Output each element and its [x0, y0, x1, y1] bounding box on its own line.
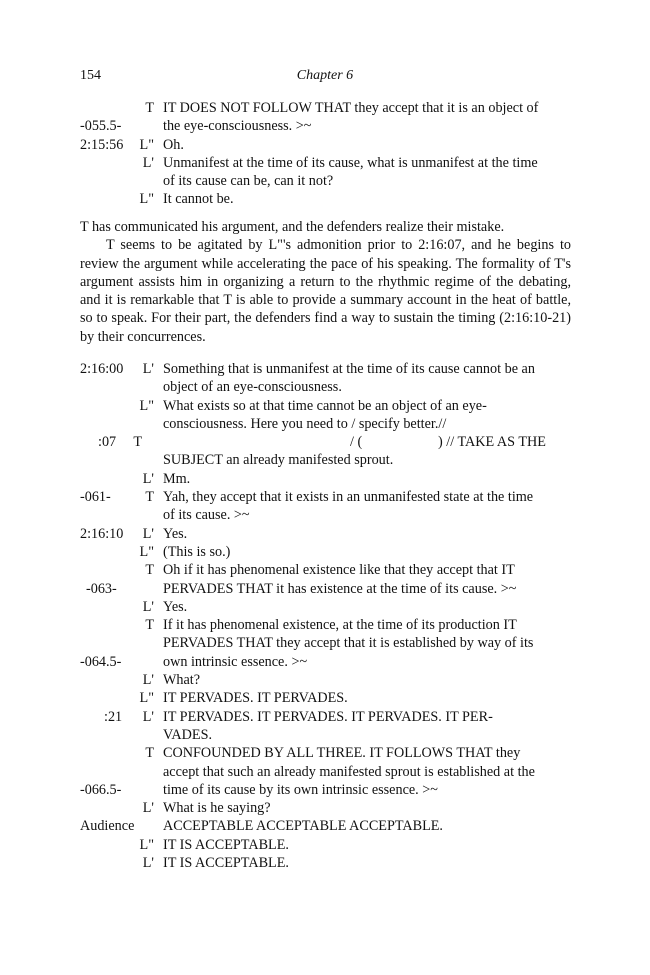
timestamp: :07 [98, 434, 117, 451]
speaker: L" [139, 690, 154, 707]
transcript-line [0, 781, 650, 799]
transcript-line [0, 136, 650, 154]
speaker: T [145, 745, 154, 762]
speaker: L" [139, 836, 154, 853]
utterance [163, 433, 571, 451]
speaker: L' [142, 154, 154, 171]
speaker: L' [142, 470, 154, 487]
transcript-line [0, 653, 650, 671]
utterance: IT IS ACCEPTABLE. [163, 855, 289, 872]
paragraph: T seems to be agitated by L"'s admonition prior to 2:16:07, and he begins to review the argument while accelerating the pace of his speaking. The formality of T's argument assists him in organizing a return to the rhythmic regime of the debating, and it is remarkable that T is able to provide a summary account in the heat of battle, so to speak. For their part, the defenders find a way to sustain the timing (2:16:10-21) by their concurrences. [80, 237, 571, 345]
transcript-line [0, 172, 650, 190]
utterance: object of an eye-consciousness. [163, 379, 342, 396]
utterance: Mm. [163, 470, 191, 487]
speaker: L" [139, 191, 154, 208]
utterance: PERVADES THAT they accept that it is established by way of its [163, 635, 534, 652]
timestamp: 2:16:10 [80, 525, 124, 542]
transcript-line [0, 763, 650, 781]
transcript-line [0, 154, 650, 172]
timestamp: -061- [80, 489, 111, 506]
timestamp: -064.5- [80, 653, 122, 670]
timestamp: -063- [86, 580, 117, 597]
transcript-line [0, 799, 650, 817]
utterance: Oh if it has phenomenal existence like that they accept that IT [163, 562, 515, 579]
transcript-line [0, 433, 650, 451]
timestamp: Audience [80, 818, 135, 835]
utterance: time of its cause by its own intrinsic essence. >~ [163, 781, 438, 798]
paragraph: T has communicated his argument, and the defenders realize their mistake. [80, 219, 505, 235]
speaker: L" [139, 136, 154, 153]
transcript-line [0, 817, 650, 835]
utterance: Something that is unmanifest at the time of its cause cannot be an [163, 361, 535, 377]
transcript-line [0, 99, 650, 117]
utterance: Yes. [163, 525, 188, 542]
timestamp: -055.5- [80, 118, 122, 135]
transcript-line [0, 506, 650, 524]
transcript-line [0, 488, 650, 506]
speaker: L" [139, 543, 154, 560]
transcript-line [0, 689, 650, 707]
transcript-line [0, 470, 650, 488]
speaker: L' [142, 598, 154, 615]
utterance: own intrinsic essence. >~ [163, 653, 308, 670]
utterance: What? [163, 672, 201, 689]
transcript-line [0, 671, 650, 689]
speaker: L' [142, 361, 154, 377]
utterance: of its cause can be, can it not? [163, 173, 334, 190]
transcript-block-2 [0, 360, 650, 872]
utterance: (This is so.) [163, 543, 231, 560]
transcript-line [0, 561, 650, 579]
speaker: T [145, 562, 154, 579]
transcript-line [0, 708, 650, 726]
speaker: L' [142, 525, 154, 542]
utterance: of its cause. >~ [163, 507, 250, 524]
utterance: What is he saying? [163, 800, 271, 817]
timestamp: :21 [104, 708, 123, 725]
timestamp: 2:15:56 [80, 136, 124, 153]
speaker: L' [142, 800, 154, 817]
timestamp: -066.5- [80, 781, 122, 798]
utterance: PERVADES THAT it has existence at the time of its cause. >~ [163, 580, 517, 597]
utterance: Oh. [163, 136, 184, 153]
utterance: Yes. [163, 598, 188, 615]
transcript-line [0, 190, 650, 208]
utterance: IT DOES NOT FOLLOW THAT they accept that it is an object of [163, 100, 539, 116]
utterance: If it has phenomenal existence, at the time of its production IT [163, 617, 517, 634]
utterance: Unmanifest at the time of its cause, what is unmanifest at the time [163, 154, 538, 171]
utterance: consciousness. Here you need to / specify better.// [163, 415, 447, 432]
transcript-line [0, 397, 650, 415]
utterance: the eye-consciousness. >~ [163, 118, 312, 135]
utterance: IT IS ACCEPTABLE. [163, 836, 289, 853]
transcript-line [0, 744, 650, 762]
utterance: CONFOUNDED BY ALL THREE. IT FOLLOWS THAT they [163, 745, 521, 762]
transcript-line [0, 378, 650, 396]
transcript-line [0, 117, 650, 135]
utterance: It cannot be. [163, 191, 234, 208]
speaker: T [133, 434, 142, 451]
utterance-fragment: / ( [350, 434, 363, 451]
transcript-line [0, 415, 650, 433]
speaker: T [145, 489, 154, 506]
page-number: 154 [80, 68, 101, 83]
utterance: ACCEPTABLE ACCEPTABLE ACCEPTABLE. [163, 818, 443, 835]
transcript-line [0, 580, 650, 598]
transcript-line [0, 360, 650, 378]
transcript-block-1 [0, 99, 650, 209]
utterance: accept that such an already manifested sprout is established at the [163, 763, 535, 780]
speaker: L" [139, 397, 154, 414]
speaker: L' [142, 672, 154, 689]
transcript-line [0, 451, 650, 469]
transcript-line [0, 525, 650, 543]
utterance: What exists so at that time cannot be an object of an eye- [163, 397, 487, 414]
utterance-fragment: ) // TAKE AS THE [438, 434, 546, 451]
utterance: Yah, they accept that it exists in an unmanifested state at the time [163, 489, 534, 506]
transcript-line [0, 598, 650, 616]
transcript-line [0, 634, 650, 652]
transcript-line [0, 854, 650, 872]
speaker: L' [142, 855, 154, 872]
running-head [80, 68, 570, 88]
timestamp: 2:16:00 [80, 361, 124, 377]
speaker: T [145, 617, 154, 634]
utterance: IT PERVADES. IT PERVADES. IT PERVADES. IT PER- [163, 708, 493, 725]
transcript-line [0, 543, 650, 561]
transcript-line [0, 616, 650, 634]
transcript-line [0, 726, 650, 744]
transcript-line [0, 836, 650, 854]
chapter-title: Chapter 6 [296, 68, 354, 83]
speaker: T [145, 100, 154, 116]
utterance: VADES. [163, 726, 213, 743]
speaker: L' [142, 708, 154, 725]
utterance: IT PERVADES. IT PERVADES. [163, 690, 348, 707]
commentary [80, 218, 571, 346]
utterance: SUBJECT an already manifested sprout. [163, 452, 394, 469]
